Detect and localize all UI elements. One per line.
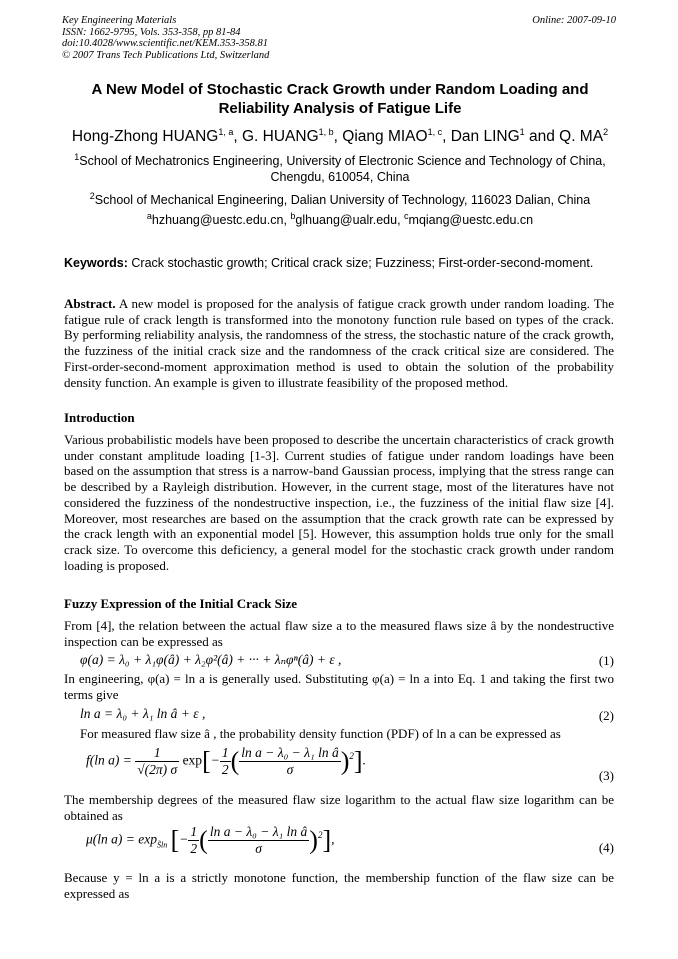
equation-number: (4)	[598, 840, 614, 855]
paragraph: From [4], the relation between the actual flaw size a to the measured flaws size â by the nondestructive inspection can be expressed as	[64, 618, 614, 649]
denominator: σ	[286, 762, 294, 777]
numerator: 1	[221, 745, 229, 760]
affiliation-2	[60, 192, 620, 208]
email-sup: c	[404, 210, 409, 221]
eq-lhs: f(ln a) =	[86, 752, 132, 768]
page-header	[62, 15, 616, 61]
denominator: σ	[255, 841, 262, 856]
email-link[interactable]: mqiang@uestc.edu.cn	[408, 213, 534, 227]
separator: ,	[333, 128, 343, 145]
journal-name: Key Engineering Materials	[62, 15, 177, 26]
separator: ,	[442, 128, 451, 145]
online-date: Online: 2007-09-10	[532, 15, 616, 26]
email-sup: b	[290, 210, 296, 221]
denominator: √(2π) σ	[137, 762, 178, 777]
bracket-close: ]	[322, 825, 332, 855]
affil-text: School of Mechatronics Engineering, University of Electronic Science and Technology of China,	[79, 154, 606, 168]
denominator: 2	[221, 762, 229, 777]
numerator: 1	[190, 824, 198, 839]
doi-line: doi:10.4028/www.scientific.net/KEM.353-358.81	[62, 38, 268, 49]
abstract-label: Abstract.	[64, 296, 116, 311]
eq-lhs: μ(ln a) = exp	[86, 831, 157, 847]
fraction	[135, 745, 179, 778]
affil-text: School of Mechanical Engineering, Dalian University of Technology, 116023 Dalian, China	[94, 193, 591, 207]
author-sup: 1	[519, 126, 525, 137]
author-name: Hong-Zhong HUANG	[71, 128, 219, 145]
bracket-close: ]	[353, 746, 363, 776]
numerator: ln a − λ₀ − λ₁ ln â	[209, 824, 308, 839]
author-sup: 1, c	[427, 126, 443, 137]
paragraph: The membership degrees of the measured flaw size logarithm to the actual flaw size logarithm can be obtained as	[64, 792, 614, 823]
keywords	[64, 256, 616, 270]
email-link[interactable]: glhuang@ualr.edu	[295, 213, 398, 227]
fraction	[239, 745, 340, 778]
issn-line: ISSN: 1662-9795, Vols. 353-358, pp 81-84	[62, 26, 241, 38]
equation-4: μ(ln $a) = \exp_{S̃ln}$ [− $\frac{1}{2}$ ( $\frac{\text{ln a − λ₀ − λ₁ ln â}}{\sigma}$ )$^2$],	[86, 824, 335, 856]
numerator: 1	[135, 745, 179, 762]
exp: exp	[182, 752, 203, 768]
bracket-open: [	[170, 825, 180, 855]
fraction	[220, 745, 231, 778]
author-list	[40, 128, 640, 146]
author-name: Q. MA	[559, 128, 604, 145]
keywords-text: Crack stochastic growth; Critical crack size; Fuzziness; First-order-second-moment.	[127, 256, 594, 270]
paren-close: )	[309, 825, 318, 855]
author-sup: 1, a	[218, 126, 234, 137]
separator: and	[524, 128, 560, 145]
title-line-1: A New Model of Stochastic Crack Growth under Random Loading and	[91, 81, 589, 98]
equation-1: φ(a) = λ₀ + λ₁φ(â) + λ₂φ²(â) + ··· + λₙφⁿ(â) + ε ,	[80, 652, 342, 667]
section-heading-introduction: Introduction	[64, 410, 135, 425]
equation-2: ln a = λ₀ + λ₁ ln â + ε ,	[80, 706, 206, 721]
affil-sup: 1	[74, 151, 80, 162]
email-link[interactable]: hzhuang@uestc.edu.cn	[151, 213, 284, 227]
exponent: 2	[349, 751, 354, 762]
email-sup: a	[146, 210, 152, 221]
author-name: Dan LING	[450, 128, 520, 145]
separator: ,	[233, 128, 242, 145]
email-list: $^a$hzhuang@uestc.edu.cn, $^b$glhuang@ualr.edu, $^c$mqiang@uestc.edu.cn	[146, 210, 534, 227]
exponent: 2	[317, 830, 323, 841]
abstract-text: A new model is proposed for the analysis of fatigue crack growth under random loading. The fatigue rule of crack length is transformed into the monotony function rule based on types of the crack. By performing reliability analysis, the randomness of the stress, the stochastic nature of the crack growth, the fuzziness of the initial crack size and the randomness of the crack critical size are considered. The First-order-second-moment approximation method is used to obtain the solution of the probability density function. An example is given to illustrate feasibility of the proposed method.	[64, 296, 614, 390]
fraction	[208, 824, 309, 857]
author-name: Qiang MIAO	[342, 128, 428, 145]
section-heading-fuzzy: Fuzzy Expression of the Initial Crack Size	[64, 596, 298, 611]
equation-3: f(ln a) = $\frac{1}{√(2\pi) \sigma}$ exp[− $\frac{1}{2}$ ( $\frac{\text{ln a − λ₀ − λ₁ ln â}}{\sigma}$ )$^2$].	[86, 745, 366, 777]
paren-close: )	[340, 746, 350, 776]
paren-open: (	[230, 746, 240, 776]
equation-number: (3)	[598, 768, 614, 783]
author-sup: 2	[603, 126, 609, 137]
denominator: 2	[190, 841, 198, 856]
affiliation-1	[60, 153, 620, 185]
keywords-label: Keywords:	[64, 256, 128, 270]
paren-open: (	[199, 825, 208, 855]
equation-number: (1)	[598, 653, 614, 668]
affil-text: Chengdu, 610054, China	[270, 170, 410, 184]
abstract	[64, 296, 614, 390]
equation-number: (2)	[598, 708, 614, 723]
author-name: G. HUANG	[242, 128, 319, 145]
paragraph: Because y = ln a is a strictly monotone function, the membership function of the flaw size can be expressed as	[64, 870, 614, 901]
affil-sup: 2	[89, 190, 95, 201]
introduction-text: Various probabilistic models have been proposed to describe the uncertain characteristics of crack growth under constant amplitude loading [1-3]. Current studies of fatigue under random loadings have been based on the assumption that stress is a narrow-band Gaussian process, implying that the stress range can be described by a Rayleigh distribution. However, in the current stage, most of the literatures have not considered the fuzziness of the nondestructive inspection, i.e., the fuzziness of the initial flaw size [4]. Moreover, most researches are based on the assumption that the crack growth rate can be expressed by the crack length with an exponential model [5]. However, this assumption holds true only for the small crack size. To overcome this deficiency, a general model for the stochastic crack growth under random loading is proposed.	[64, 432, 614, 573]
fraction	[188, 824, 199, 857]
copyright-line: © 2007 Trans Tech Publications Ltd, Switzerland	[62, 49, 270, 61]
paragraph: In engineering, φ(a) = ln a is generally used. Substituting φ(a) = ln a into Eq. 1 and taking the first two terms give	[64, 671, 614, 702]
numerator: ln a − λ₀ − λ₁ ln â	[241, 745, 339, 760]
bracket-open: [	[202, 746, 211, 776]
paper-title	[40, 80, 640, 118]
title-line-2: Reliability Analysis of Fatigue Life	[218, 100, 462, 117]
author-sup: 1, b	[318, 126, 334, 137]
subscript: S̃ln	[157, 840, 168, 850]
paragraph: For measured flaw size â , the probability density function (PDF) of ln a can be expressed as	[80, 726, 561, 741]
